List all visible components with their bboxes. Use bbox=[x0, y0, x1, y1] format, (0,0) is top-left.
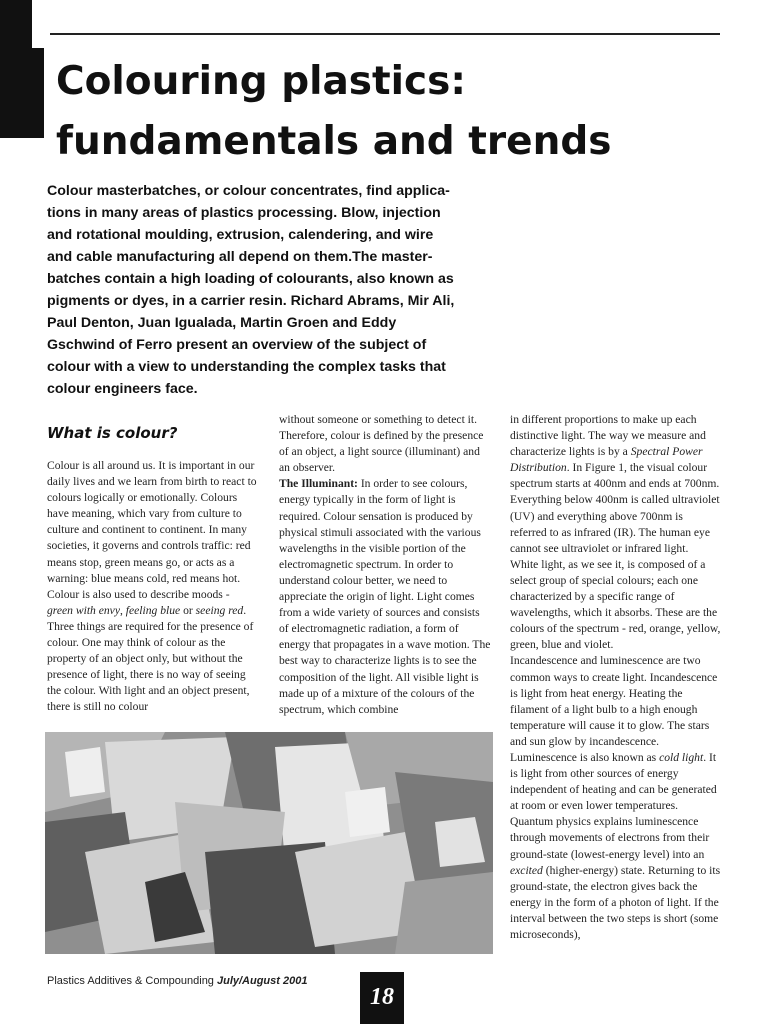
italic-phrase: feeling blue bbox=[125, 603, 181, 617]
page-number: 18 bbox=[360, 972, 404, 1024]
journal-name: Plastics Additives & Compounding bbox=[47, 975, 217, 987]
italic-phrase: cold light bbox=[659, 750, 704, 764]
title-line-1: Colouring plastics: bbox=[56, 59, 466, 104]
text-run: or bbox=[180, 603, 196, 617]
photo-illustration bbox=[45, 732, 493, 954]
body-column-2 bbox=[279, 412, 491, 718]
text-run: . bbox=[243, 603, 247, 617]
intro-paragraph bbox=[47, 180, 497, 400]
intro-line: Colour masterbatches, or colour concentrates, find applica- bbox=[47, 183, 450, 199]
intro-line: batches contain a high loading of colourants, also known as bbox=[47, 271, 454, 287]
issue-date: July/August 2001 bbox=[216, 975, 308, 987]
paragraph bbox=[510, 412, 722, 557]
intro-line: pigments or dyes, in a carrier resin. Richard Abrams, Mir Ali, bbox=[47, 293, 455, 309]
footer-citation bbox=[47, 975, 307, 987]
intro-line: colour with a view to understanding the complex tasks that bbox=[47, 359, 446, 375]
italic-phrase: seeing red bbox=[195, 603, 244, 617]
intro-line: Gschwind of Ferro present an overview of the subject of bbox=[47, 337, 427, 353]
intro-line: Paul Denton, Juan Igualada, Martin Groen and Eddy bbox=[47, 315, 397, 331]
plastic-samples-photo bbox=[45, 732, 493, 954]
corner-notch bbox=[32, 0, 44, 48]
title-line-2: fundamentals and trends bbox=[56, 119, 612, 164]
text-run: Colour is all around us. It is important in our daily lives and we learn from birth to react to colours logically or emotionally. Colours have meaning, which vary from culture to culture and continent to continent. In many societies, it governs and controls traffic: red means stop, green means go, or acts as a warning: blue means cold, red means hot. Colour is also used to describe moods - bbox=[47, 459, 257, 601]
top-rule bbox=[50, 33, 720, 35]
paragraph: without someone or something to detect it. Therefore, colour is defined by the presence of an object, a light source (illuminant) and an observer. bbox=[279, 413, 484, 475]
section-heading: What is colour? bbox=[47, 424, 178, 442]
body-column-1 bbox=[47, 458, 257, 716]
text-run: (higher-energy) state. Returning to its ground-state, the electron gives back the energy in the form of a photon of light. If the interval between the two steps is short (some microseconds), bbox=[510, 863, 721, 941]
text-run: In order to see colours, energy typically in the form of light is required. Colour sensation is produced by physical stimuli associated with the various wavelengths in the visible portion of the electromagnetic spectrum. In order to understand colour better, we need to appreciate the origin of light. Light comes from a wide variety of sources and consists of electromagnetic radiation, a form of energy that propagates in a wave motion. The best way to characterize lights is to see the composition of the light. All visible light is made up of a mixture of the colours of the spectrum, which combine bbox=[279, 477, 491, 716]
text-run: , bbox=[119, 603, 126, 617]
article-title bbox=[56, 52, 736, 172]
italic-phrase: green with envy bbox=[47, 603, 120, 617]
paragraph: White light, as we see it, is composed of a select group of special colours; each one characterized by a specific range of wavelengths, which it absorbs. These are the colours of the spectrum - red, orange, yellow, green, blue and violet. bbox=[510, 557, 721, 652]
intro-line: and cable manufacturing all depend on them.The master- bbox=[47, 249, 433, 265]
intro-line: and rotational moulding, extrusion, calendering, and wire bbox=[47, 227, 434, 243]
text-run: . It is light from other sources of energy independent of heating and can be generated at room or even lower temperatures. Quantum physics explains luminescence through movements of electrons from their ground-state (lowest-energy level) into an bbox=[510, 750, 717, 861]
intro-line: tions in many areas of plastics processing. Blow, injection bbox=[47, 205, 441, 221]
intro-line: colour engineers face. bbox=[47, 381, 198, 397]
text-run: . In Figure 1, the visual colour spectrum starts at 400nm and ends at 700nm. Everything below 400nm is called ultraviolet (UV) and everything above 700nm is referred to as infrared (IR). The human eye cannot see ultraviolet or infrared light. bbox=[510, 461, 720, 555]
paragraph bbox=[47, 458, 257, 619]
paragraph bbox=[279, 476, 491, 717]
body-column-3 bbox=[510, 412, 722, 943]
paragraph bbox=[510, 653, 722, 943]
italic-phrase: excited bbox=[510, 863, 543, 877]
bold-lead: The Illuminant: bbox=[279, 477, 358, 491]
italic-phrase: Spectral Power Distribution bbox=[510, 445, 703, 475]
paragraph: Three things are required for the presence of colour. One may think of colour as the property of an object only, but without the presence of light, there is no way of seeing the colour. With light and an object present, there is still no colour bbox=[47, 619, 254, 714]
text-run: in different proportions to make up each distinctive light. The way we measure and characterize lights is by a bbox=[510, 413, 706, 459]
text-run: Incandescence and luminescence are two common ways to create light. Incandescence is light from heat energy. Heating the filament of a light bulb to a high enough temperature will cause it to glow. The stars and sun glow by incandescence. Luminescence is also known as bbox=[510, 654, 718, 764]
